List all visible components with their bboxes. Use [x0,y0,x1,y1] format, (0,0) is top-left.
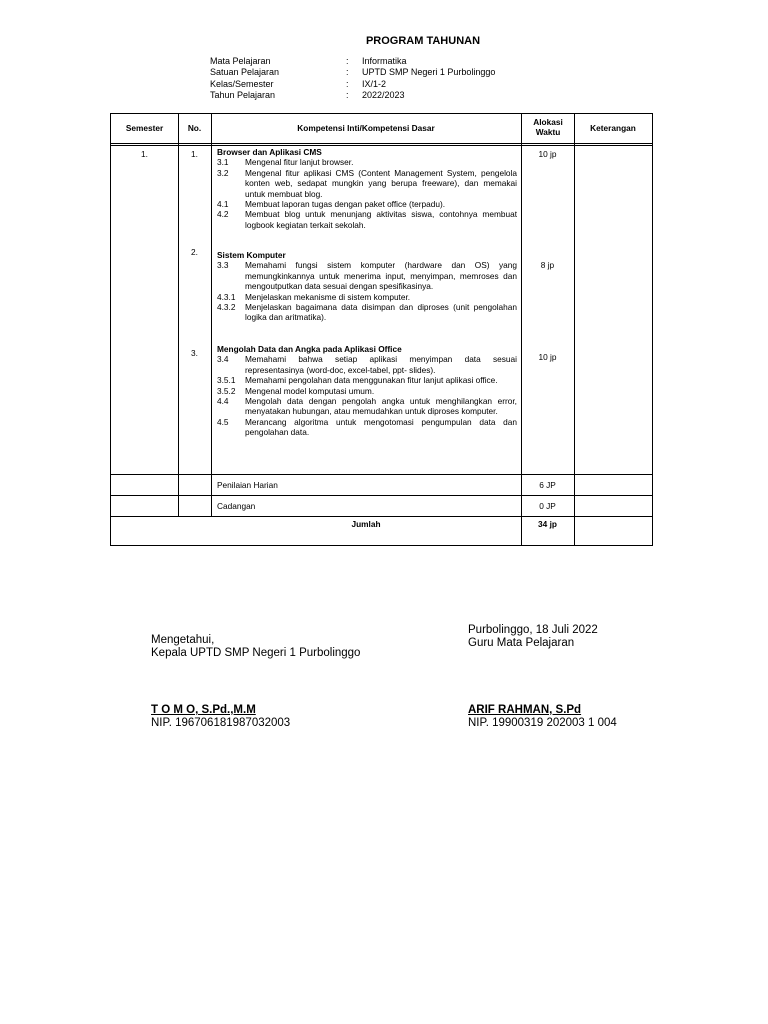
competency-item [217,417,517,438]
competency-number: 3.3 [217,260,229,271]
topic-block [217,250,517,323]
competency-number: 4.4 [217,396,229,407]
col-divider [211,114,212,516]
signature-left-line2: Kepala UPTD SMP Negeri 1 Purbolinggo [151,647,361,659]
row-divider [111,474,652,475]
meta-label: Satuan Pelajaran [210,67,280,78]
meta-value: Informatika [362,56,407,66]
signature-right [468,624,748,650]
competency-item [217,168,517,199]
meta-label: Tahun Pelajaran [210,89,276,100]
topic-block [217,147,517,230]
competency-number: 3.5.2 [217,385,236,396]
competency-item [217,354,517,375]
signature-right-line1: Purbolinggo, 18 Juli 2022 [468,624,598,636]
meta-value: IX/1-2 [362,78,387,89]
header-no: No. [187,123,202,133]
topic-time: 10 jp [538,149,557,159]
penilaian-label: Penilaian Harian [217,480,278,490]
meta-colon: : [346,56,349,66]
meta-row-year [210,90,495,101]
competency-text: Mengenal fitur lanjut browser. [245,157,354,168]
topic-time: 8 jp [540,260,555,270]
meta-colon: : [346,78,349,89]
competency-number: 4.2 [217,209,229,220]
cadangan-time: 0 JP [539,501,556,511]
jumlah-time: 34 jp [538,519,557,529]
competency-item [217,199,517,209]
competency-number: 4.3.2 [217,302,236,313]
header-alokasi: Alokasi Waktu [533,117,563,138]
signature-right-nip: NIP. 19900319 202003 1 004 [468,717,617,729]
competency-text: Mengenal model komputasi umum. [245,385,375,396]
semester-value: 1. [141,149,148,159]
header-kompetensi: Kompetensi Inti/Kompetensi Dasar [297,123,435,133]
topic-title: Sistem Komputer [217,250,286,260]
header-keterangan: Keterangan [590,123,636,133]
competency-item [217,209,517,230]
competency-item [217,375,517,385]
topic-time: 10 jp [538,352,557,362]
topic-number: 2. [191,247,198,257]
row-divider [111,516,652,517]
jumlah-label: Jumlah [351,519,381,529]
competency-number: 3.2 [217,167,229,178]
competency-number: 3.4 [217,354,229,365]
topic-number: 3. [191,348,198,358]
meta-value: UPTD SMP Negeri 1 Purbolinggo [362,67,496,78]
competency-item [217,292,517,302]
competency-number: 4.1 [217,199,229,210]
header-divider [111,145,652,146]
competency-number: 3.5.1 [217,375,236,386]
topic-title: Browser dan Aplikasi CMS [217,147,322,157]
meta-label: Kelas/Semester [210,78,274,89]
competency-text: Mengolah data dengan pengolah angka untuk menghilangkan error, menyatakan hubungan, atau memudahkan untuk diproses komputer. [245,396,517,417]
meta-row-class [210,79,495,90]
competency-text: Membuat blog untuk menunjang aktivitas siswa, contohnya membuat logbook kegiatan terkait sekolah. [245,209,517,230]
page-title: PROGRAM TAHUNAN [365,35,481,47]
signature-left-name-block [151,704,451,730]
competency-text: Mengenal fitur aplikasi CMS (Content Management System, pengelola konten web, sedapat mungkin yang berupa freeware), dan memakai untuk membuat blog. [245,167,517,199]
competency-number: 4.3.1 [217,291,236,302]
competency-text: Memahami pengolahan data menggunakan fitur lanjut aplikasi office. [245,375,498,386]
penilaian-time: 6 JP [539,480,556,490]
signature-right-name-block [468,704,748,730]
meta-colon: : [346,89,349,100]
competency-text: Membuat laporan tugas dengan paket office (terpadu). [245,199,446,210]
signature-right-line2: Guru Mata Pelajaran [468,637,575,649]
competency-item [217,396,517,417]
competency-text: Memahami bahwa setiap aplikasi menyimpan data sesuai representasinya (word-doc, excel-tabel, ppt- slides). [245,354,517,375]
competency-item [217,157,517,167]
document-meta [210,56,495,101]
competency-text: Merancang algoritma untuk mengotomasi pengumpulan data dan pengolahan data. [245,416,517,438]
row-divider [111,495,652,496]
competency-number: 4.5 [217,416,229,427]
meta-row-school [210,67,495,78]
competency-item [217,260,517,291]
competency-text: Memahami fungsi sistem komputer (hardware dan OS) yang memungkinkannya untuk menerima input, menyimpan, memroses dan mengoutputkan data sesuai dengan spesifikasinya. [245,260,517,292]
meta-value: 2022/2023 [362,89,405,100]
competency-number: 3.1 [217,157,229,168]
header-semester: Semester [125,123,164,133]
program-table [110,113,653,546]
competency-text: Menjelaskan mekanisme di sistem komputer. [245,291,411,302]
signature-left-nip: NIP. 196706181987032003 [151,717,291,729]
col-divider [574,114,575,546]
meta-colon: : [346,67,349,78]
competency-item [217,302,517,323]
col-divider [178,114,179,516]
topic-number: 1. [191,149,198,159]
meta-row-subject [210,56,495,67]
competency-item [217,386,517,396]
topic-title: Mengolah Data dan Angka pada Aplikasi Office [217,344,402,354]
header-divider [111,143,652,144]
signature-left [151,634,451,660]
topic-block [217,344,517,438]
signature-right-name: ARIF RAHMAN, S.Pd [468,704,582,716]
signature-left-name: T O M O, S.Pd.,M.M [151,704,256,716]
signature-left-line1: Mengetahui, [151,634,215,646]
competency-text: Menjelaskan bagaimana data disimpan dan diproses (unit pengolahan logika dan aritmatika). [245,302,517,323]
meta-label: Mata Pelajaran [210,56,271,66]
cadangan-label: Cadangan [217,501,256,511]
